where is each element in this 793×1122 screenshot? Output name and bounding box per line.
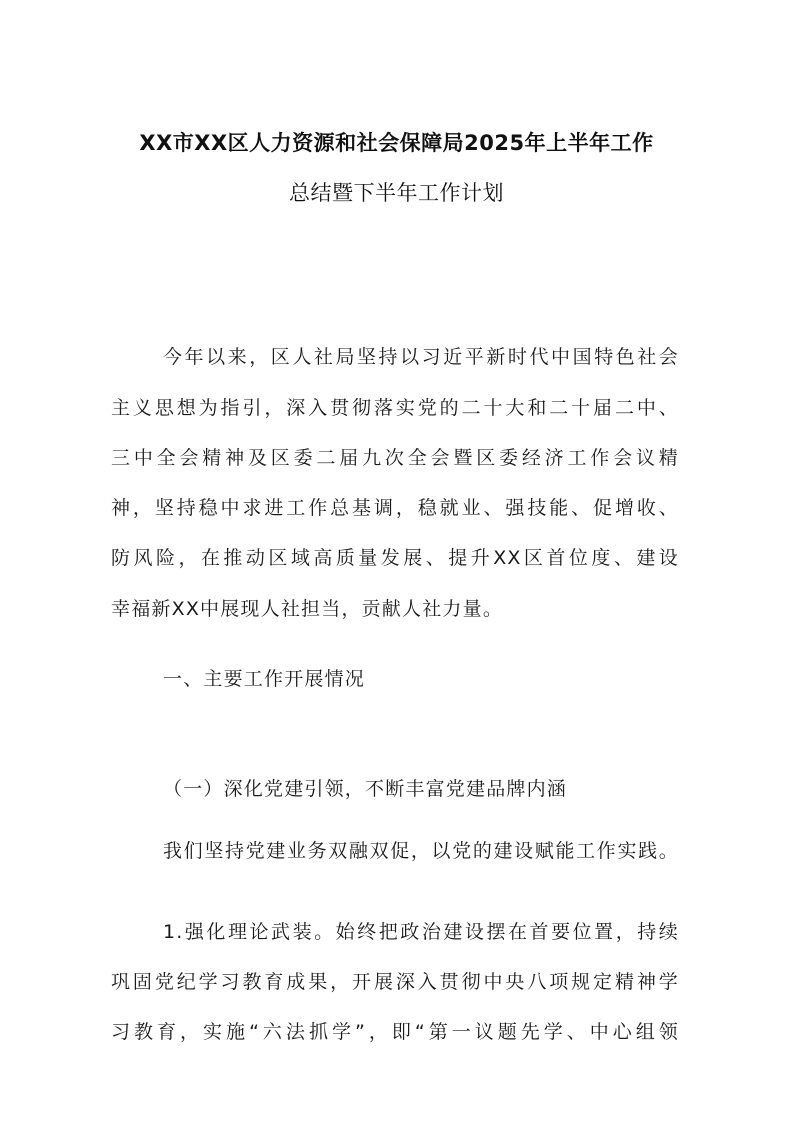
document-title-line-2: 总结暨下半年工作计划 [289, 181, 504, 205]
intro-line-1: 今年以来，区人社局坚持以习近平新时代中国特色社会 [163, 346, 679, 368]
document-title-line-1: XX市XX区人力资源和社会保障局2025年上半年工作 [139, 131, 654, 155]
intro-line-3: 三中全会精神及区委二届九次全会暨区委经济工作会议精 [111, 447, 679, 469]
intro-line-2: 主义思想为指引，深入贯彻落实党的二十大和二十届二中、 [111, 397, 679, 419]
item-1-line-2: 巩固党纪学习教育成果，开展深入贯彻中央八项规定精神学 [111, 971, 679, 993]
intro-line-4: 神，坚持稳中求进工作总基调，稳就业、强技能、促增收、 [111, 497, 679, 519]
section-1-heading: 一、主要工作开展情况 [163, 668, 366, 690]
subsection-1-lead: 我们坚持党建业务双融双促，以党的建设赋能工作实践。 [163, 840, 679, 862]
item-1-line-1: 1.强化理论武装。始终把政治建设摆在首要位置，持续 [163, 921, 679, 943]
subsection-1-heading: （一）深化党建引领，不断丰富党建品牌内涵 [163, 778, 568, 800]
intro-line-6: 幸福新XX中展现人社担当，贡献人社力量。 [111, 598, 504, 620]
intro-line-5: 防风险，在推动区域高质量发展、提升XX区首位度、建设 [111, 547, 679, 569]
item-1-line-3: 习教育，实施“六法抓学”，即“第一议题先学、中心组领 [111, 1021, 679, 1043]
